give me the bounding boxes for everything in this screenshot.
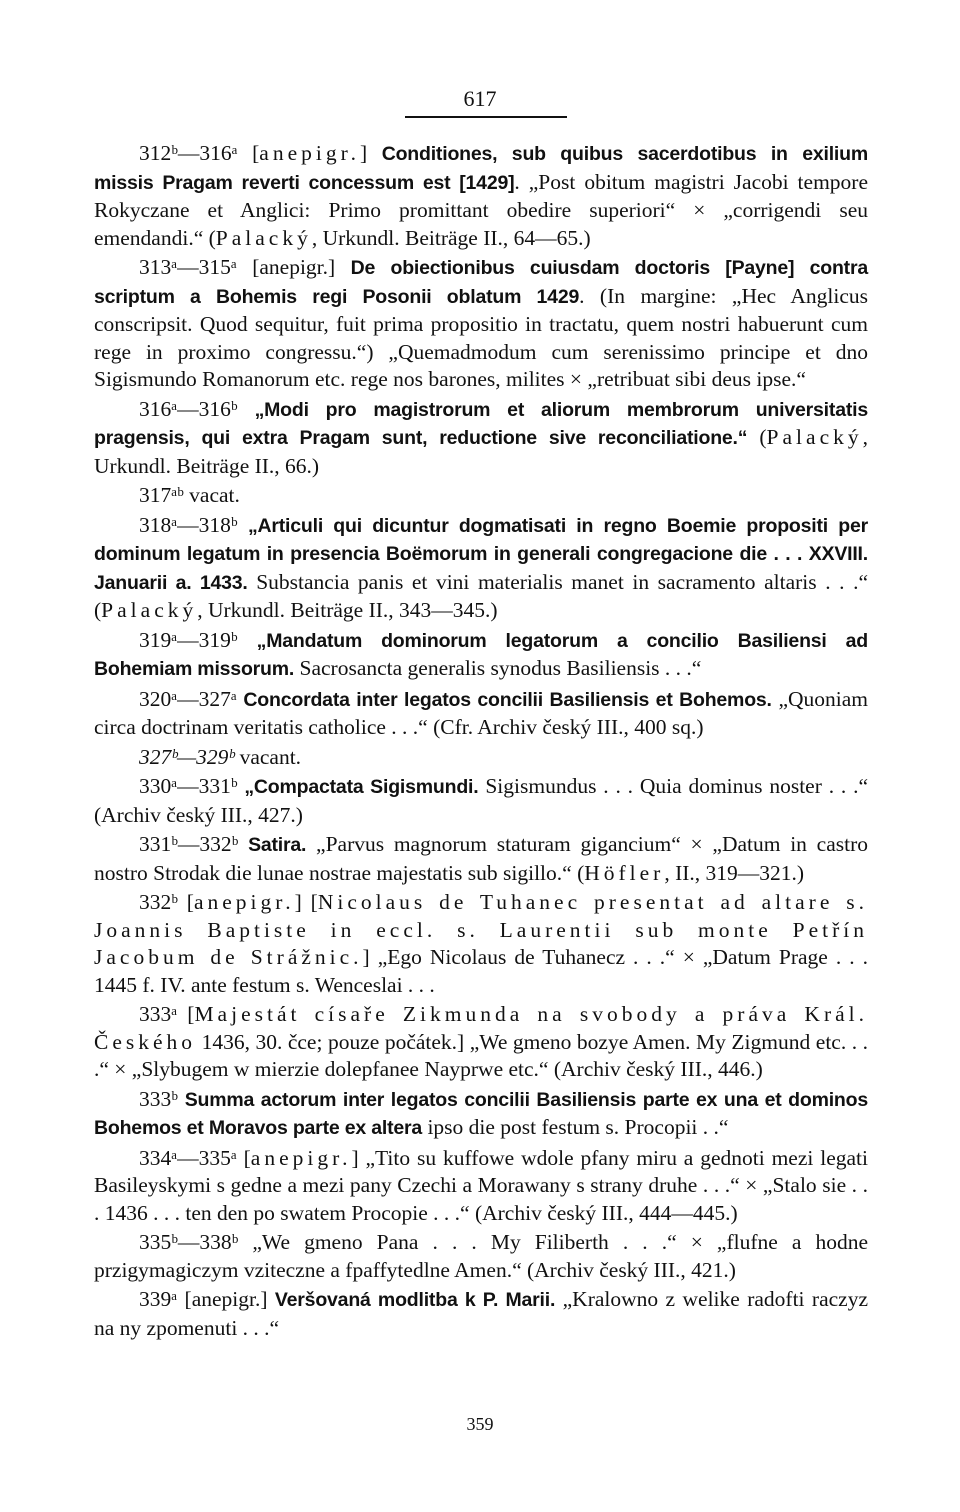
entry-title-bold: „Compactata Sigismundi.: [244, 776, 479, 798]
header-rule: [405, 116, 567, 118]
catalogue-entry-320a: [94, 686, 868, 742]
entry-text: , II., 319—321.): [664, 860, 805, 885]
catalogue-entry-319a: [94, 627, 868, 684]
entry-title-bold: Veršovaná modlitba k P. Marii.: [274, 1289, 556, 1311]
entry-text: 335ᵇ—338ᵇ „We gmeno Pana . . . My Filiberth . . .“ × „flufne a hodne przigymagiczym vziteczne a fpaffytedlne Amen.“ (Archiv český III., 421.): [94, 1230, 868, 1282]
catalogue-entries: [94, 140, 868, 1344]
catalogue-entry-335b: [94, 1229, 868, 1284]
entry-text-spaced: anepigr.: [250, 1145, 352, 1170]
entry-text: 333ᵃ [: [139, 1002, 195, 1026]
entry-text: Sacrosancta generalis synodus Basiliensis . . .“: [294, 656, 702, 680]
entry-text: ]: [359, 141, 382, 165]
entry-text-spaced: Palacký: [215, 225, 312, 250]
entry-text-spaced: anepigr.: [259, 141, 360, 165]
entry-text: . (In margine: „Hec Anglicus conscripsit. Quod sequitur, fuit prima propositio in tractatu, quem nostri habuerunt cum rege in proximo congressu.“) „Quemadmodum cum serenissimo principe et dno Sigismundo Romanorum etc. rege nos barones, milites × „retribuat sibi deus ipse.“: [94, 283, 868, 391]
catalogue-entry-331b: [94, 831, 868, 887]
entry-text: 320ᵃ—327ᵃ: [139, 686, 244, 711]
entry-title-bold: De obiectionibus cuiusdam doctoris [Payne] contra scriptum a Bohemis regi Posonii oblatum 1429: [94, 257, 869, 308]
entry-text: , Urkundl. Beiträge II., 343—345.): [197, 598, 498, 622]
catalogue-entry-333b: [94, 1086, 868, 1143]
entry-title-bold: „Modi pro magistrorum et aliorum membrorum universitatis pragensis, qui extra Pragam sunt, reductione sive reconciliatione.“: [94, 398, 868, 449]
entry-text: 1436, 30. čce; pouze počátek.] „We gmeno bozye Amen. My Zigmund etc. . . .“ × „Slybugem w mierzie dolepfanee Nayprwe etc.“ (Archiv český III., 446.): [94, 1029, 868, 1081]
entry-text: ipso die post festum s. Procopii . .“: [422, 1115, 729, 1139]
entry-text: 318ᵃ—318ᵇ: [139, 512, 248, 537]
entry-text: ] „Ego Nicolaus de Tuhanecz . . .“ × „Datum Prage . . . 1445 f. IV. ante festum s. Wenceslai . . .: [94, 945, 868, 997]
entry-text: (: [747, 425, 767, 449]
entry-text-spaced: Palacký: [101, 598, 198, 622]
entry-text-spaced: Palacký: [766, 425, 863, 449]
entry-text: 313ᵃ—315ᵃ [anepigr.]: [139, 255, 351, 279]
entry-text-spaced: Nicolaus de Tuhanec presentat ad altare s. Joannis Baptiste in eccl. s. Laurentii sub monte Petřín Jacobum de Strážnic.: [94, 890, 868, 969]
footer-page-number: 359: [466, 1414, 494, 1434]
entry-text: 312ᵇ—316ᵃ [: [139, 141, 260, 165]
entry-text: „Parvus magnorum staturam gigancium“ × „Datum in castro nostro Strodak die lunae nostrae majestatis sub sigillo.“ (: [94, 832, 869, 885]
entry-text-spaced: Majestát císaře Zikmunda na svobody a práva Král. Českého: [94, 1002, 868, 1054]
entry-text: 317ᵃᵇ vacat.: [139, 483, 240, 507]
entry-text: vacant.: [234, 744, 302, 769]
entry-title-bold: „Mandatum dominorum legatorum a concilio Basiliensi ad Bohemiam missorum.: [94, 629, 868, 680]
entry-text: Sigismundus . . . Quia dominus noster . . .“ (Archiv český III., 427.): [94, 774, 868, 827]
entry-text: . „Post obitum magistri Jacobi tempore Rokyczane et Anglici: Primo promittant obedire superiori“ × „corrigendi seu emendandi.“ (: [94, 169, 868, 250]
entry-text-spaced: Höfler: [584, 860, 665, 885]
entry-text: „Kralowno z welike radofti raczyz na ny zpomenuti . . .“: [94, 1287, 869, 1340]
catalogue-entry-317: [94, 482, 868, 510]
catalogue-entry-332b: [94, 889, 868, 999]
catalogue-entry-339a: [94, 1286, 868, 1342]
catalogue-entry-334a: [94, 1145, 868, 1228]
entry-title-bold: Conditiones, sub quibus sacerdotibus in exilium missis Pragam reverti concessum est [1429]: [94, 143, 868, 194]
catalogue-entry-330a: [94, 773, 868, 829]
entry-text: Substancia panis et vini materialis manet in sacramento altaris . . .“ (: [94, 569, 868, 622]
catalogue-entry-313a: [94, 254, 868, 394]
entry-text: , Urkundl. Beiträge II., 64—65.): [311, 225, 591, 250]
entry-text: , Urkundl. Beiträge II., 66.): [94, 425, 868, 478]
entry-text: 319ᵃ—319ᵇ: [139, 627, 257, 652]
catalogue-entry-327b: [94, 744, 868, 772]
catalogue-entry-316a: [94, 396, 868, 481]
entry-title-bold: „Articuli qui dicuntur dogmatisati in regno Boemie propositi per dominum legatum in presencia Boëmorum in generali congregacione die . . . XXVIII. Januarii a. 1433.: [94, 514, 868, 594]
entry-text: „Quoniam circa doctrinam veritatis catholice . . .“ (Cfr. Archiv český III., 400 sq.): [94, 686, 868, 739]
entry-text: 331ᵇ—332ᵇ: [139, 832, 249, 856]
entry-text: 334ᵃ—335ᵃ [: [139, 1145, 251, 1170]
catalogue-entry-318a: [94, 512, 868, 625]
entry-title-bold: Satira.: [248, 834, 307, 856]
entry-text: 330ᵃ—331ᵇ: [139, 774, 245, 798]
entry-text: 333ᵇ: [139, 1086, 185, 1111]
entry-text: ] [: [294, 890, 318, 914]
entry-text: ] „Tito su kuffowe wdole pfany miru a gednoti mezi legati Basileyskymi s gedne a mezi pany Czechi a Morawany s strany druhe . . .“ × „Stalo sie . . . 1436 . . . ten den po swatem Procopie . . .“ (Archiv český III., 444—445.): [94, 1145, 868, 1225]
header-page-number: 617: [463, 86, 497, 111]
entry-title-bold: Concordata inter legatos concilii Basiliensis et Bohemos.: [243, 688, 772, 711]
catalogue-entry-333a: [94, 1001, 868, 1084]
entry-text: 332ᵇ [: [139, 890, 194, 914]
catalogue-entry-312b: [94, 140, 868, 252]
entry-text: 316ᵃ—316ᵇ: [139, 396, 255, 421]
entry-text: 339ᵃ [anepigr.]: [139, 1287, 275, 1311]
entry-title-bold: Summa actorum inter legatos concilii Basiliensis parte ex una et dominos Bohemos et Moravos parte ex altera: [94, 1088, 868, 1139]
entry-text-spaced: anepigr.: [193, 890, 295, 914]
entry-text-italic: 327ᵇ—329ᵇ: [139, 744, 235, 769]
